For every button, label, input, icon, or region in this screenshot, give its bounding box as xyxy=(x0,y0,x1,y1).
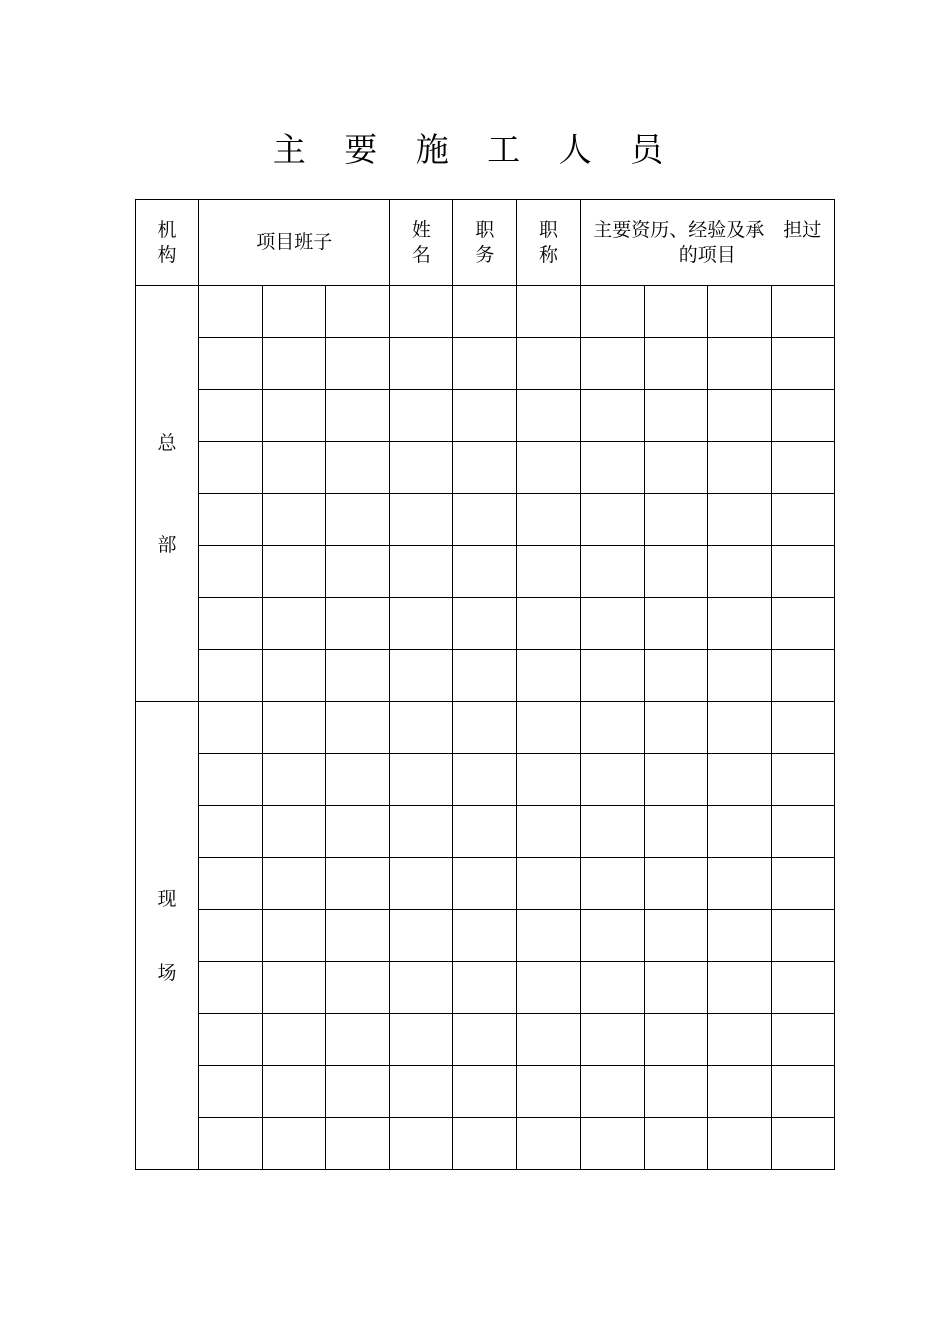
table-cell xyxy=(707,910,771,962)
table-row xyxy=(136,598,835,650)
table-cell xyxy=(326,962,390,1014)
table-row xyxy=(136,858,835,910)
table-row xyxy=(136,754,835,806)
table-cell xyxy=(771,390,834,442)
table-cell xyxy=(453,598,517,650)
table-cell xyxy=(707,1066,771,1118)
table-cell xyxy=(326,494,390,546)
table-cell xyxy=(644,754,707,806)
table-cell xyxy=(707,1118,771,1170)
table-row xyxy=(136,1118,835,1170)
header-name-label: 姓名 xyxy=(411,218,431,266)
table-row xyxy=(136,910,835,962)
group-label: 现场 xyxy=(157,887,177,984)
table-cell xyxy=(263,858,326,910)
table-cell xyxy=(199,962,263,1014)
table-cell xyxy=(517,286,580,338)
table-cell xyxy=(580,1118,644,1170)
header-title xyxy=(517,200,580,286)
table-row xyxy=(136,650,835,702)
table-cell xyxy=(263,806,326,858)
table-cell xyxy=(644,286,707,338)
table-cell xyxy=(199,910,263,962)
table-cell xyxy=(771,858,834,910)
table-cell xyxy=(390,1066,453,1118)
table-cell xyxy=(771,962,834,1014)
table-cell xyxy=(263,754,326,806)
table-cell xyxy=(390,390,453,442)
table-cell xyxy=(263,702,326,754)
table-cell xyxy=(707,1014,771,1066)
header-team xyxy=(199,200,390,286)
table-cell xyxy=(326,858,390,910)
table-row xyxy=(136,962,835,1014)
table-cell xyxy=(644,650,707,702)
table-cell xyxy=(580,442,644,494)
header-position-label: 职务 xyxy=(475,218,495,266)
table-cell xyxy=(517,1066,580,1118)
table-cell xyxy=(707,442,771,494)
table-cell xyxy=(707,754,771,806)
table-cell xyxy=(263,910,326,962)
table-cell xyxy=(644,910,707,962)
table-cell xyxy=(199,442,263,494)
table-cell xyxy=(390,858,453,910)
table-cell xyxy=(517,910,580,962)
table-cell xyxy=(199,1118,263,1170)
table-cell xyxy=(771,806,834,858)
table-cell xyxy=(390,910,453,962)
header-org-label: 机构 xyxy=(157,218,177,266)
table-cell xyxy=(644,546,707,598)
table-cell xyxy=(263,1118,326,1170)
table-cell xyxy=(199,598,263,650)
table-cell xyxy=(263,286,326,338)
table-cell xyxy=(644,1118,707,1170)
table-cell xyxy=(771,494,834,546)
table-cell xyxy=(707,962,771,1014)
table-cell xyxy=(707,390,771,442)
table-cell xyxy=(771,754,834,806)
table-cell xyxy=(644,702,707,754)
table-cell xyxy=(771,598,834,650)
table-cell xyxy=(517,494,580,546)
table-cell xyxy=(517,442,580,494)
table-cell xyxy=(580,910,644,962)
table-cell xyxy=(707,338,771,390)
table-cell xyxy=(263,598,326,650)
header-org xyxy=(136,200,199,286)
table-cell xyxy=(771,1118,834,1170)
table-cell xyxy=(517,858,580,910)
table-cell xyxy=(326,1118,390,1170)
table-cell xyxy=(453,962,517,1014)
table-cell xyxy=(199,650,263,702)
table-cell xyxy=(517,962,580,1014)
table-cell xyxy=(771,1066,834,1118)
group-label: 总部 xyxy=(157,431,177,556)
table-cell xyxy=(580,1066,644,1118)
table-cell xyxy=(326,806,390,858)
table-cell xyxy=(263,962,326,1014)
table-cell xyxy=(453,546,517,598)
table-row xyxy=(136,546,835,598)
table-cell xyxy=(707,598,771,650)
table-cell xyxy=(263,442,326,494)
table-cell xyxy=(263,390,326,442)
table-cell xyxy=(326,1066,390,1118)
table-cell xyxy=(644,1066,707,1118)
table-cell xyxy=(390,754,453,806)
table-cell xyxy=(199,702,263,754)
table-cell xyxy=(453,1014,517,1066)
table-cell xyxy=(644,442,707,494)
table-cell xyxy=(517,598,580,650)
table-cell xyxy=(326,598,390,650)
table-cell xyxy=(453,1066,517,1118)
table-cell xyxy=(326,286,390,338)
table-cell xyxy=(326,650,390,702)
table-cell xyxy=(390,962,453,1014)
table-cell xyxy=(199,858,263,910)
header-row xyxy=(136,200,835,286)
table-cell xyxy=(263,1066,326,1118)
table-cell xyxy=(580,286,644,338)
table-cell xyxy=(263,650,326,702)
table-cell xyxy=(580,546,644,598)
table-cell xyxy=(580,598,644,650)
table-cell xyxy=(644,962,707,1014)
table-row xyxy=(136,442,835,494)
table-cell xyxy=(263,1014,326,1066)
table-cell xyxy=(390,442,453,494)
table-cell xyxy=(517,650,580,702)
table-cell xyxy=(390,546,453,598)
table-cell xyxy=(326,390,390,442)
header-experience xyxy=(580,200,834,286)
table-row xyxy=(136,338,835,390)
table-cell xyxy=(644,338,707,390)
table-cell xyxy=(771,546,834,598)
table-cell xyxy=(453,910,517,962)
table-cell xyxy=(580,338,644,390)
table-cell xyxy=(707,494,771,546)
table-cell xyxy=(707,806,771,858)
table-cell xyxy=(453,442,517,494)
table-row xyxy=(136,806,835,858)
table-cell xyxy=(644,806,707,858)
table-cell xyxy=(326,546,390,598)
table-cell xyxy=(453,338,517,390)
header-experience-label: 主要资历、经验及承 担过的项目 xyxy=(593,218,822,266)
table-cell xyxy=(326,754,390,806)
group-cell xyxy=(136,286,199,702)
table-cell xyxy=(326,910,390,962)
table-cell xyxy=(644,494,707,546)
table-cell xyxy=(580,754,644,806)
table-cell xyxy=(707,702,771,754)
table-cell xyxy=(580,390,644,442)
table-cell xyxy=(771,702,834,754)
table-cell xyxy=(199,546,263,598)
table-cell xyxy=(390,702,453,754)
table-cell xyxy=(517,806,580,858)
header-position xyxy=(453,200,517,286)
table-cell xyxy=(199,1066,263,1118)
table-cell xyxy=(771,650,834,702)
table-cell xyxy=(453,858,517,910)
table-cell xyxy=(390,806,453,858)
table-cell xyxy=(771,338,834,390)
table-cell xyxy=(771,910,834,962)
table-cell xyxy=(517,390,580,442)
table-cell xyxy=(644,598,707,650)
table-cell xyxy=(326,702,390,754)
table-cell xyxy=(771,442,834,494)
table-cell xyxy=(263,338,326,390)
table-cell xyxy=(580,702,644,754)
table-cell xyxy=(326,338,390,390)
table-cell xyxy=(199,754,263,806)
table-cell xyxy=(453,494,517,546)
table-cell xyxy=(263,546,326,598)
table-cell xyxy=(644,390,707,442)
table-cell xyxy=(517,338,580,390)
table-cell xyxy=(199,338,263,390)
staff-table xyxy=(135,199,835,1170)
table-cell xyxy=(390,338,453,390)
table-cell xyxy=(390,286,453,338)
table-cell xyxy=(517,1014,580,1066)
table-cell xyxy=(263,494,326,546)
table-cell xyxy=(326,442,390,494)
table-cell xyxy=(517,1118,580,1170)
table-cell xyxy=(390,1118,453,1170)
table-cell xyxy=(517,702,580,754)
table-cell xyxy=(199,494,263,546)
table-cell xyxy=(580,494,644,546)
table-cell xyxy=(199,1014,263,1066)
table-row xyxy=(136,1014,835,1066)
table-row xyxy=(136,702,835,754)
table-cell xyxy=(517,546,580,598)
table-cell xyxy=(707,650,771,702)
table-cell xyxy=(453,286,517,338)
table-cell xyxy=(517,754,580,806)
table-cell xyxy=(580,1014,644,1066)
table-cell xyxy=(390,494,453,546)
table-cell xyxy=(580,858,644,910)
table-cell xyxy=(453,754,517,806)
table-cell xyxy=(199,806,263,858)
table-cell xyxy=(390,1014,453,1066)
header-name xyxy=(390,200,453,286)
table-cell xyxy=(453,806,517,858)
table-cell xyxy=(580,650,644,702)
table-cell xyxy=(199,286,263,338)
table-cell xyxy=(453,702,517,754)
table-cell xyxy=(771,286,834,338)
table-cell xyxy=(707,546,771,598)
table-cell xyxy=(707,286,771,338)
table-cell xyxy=(326,1014,390,1066)
table-cell xyxy=(580,962,644,1014)
table-row xyxy=(136,1066,835,1118)
table-row xyxy=(136,286,835,338)
group-cell xyxy=(136,702,199,1170)
table-cell xyxy=(644,858,707,910)
table-row xyxy=(136,390,835,442)
table-cell xyxy=(390,650,453,702)
table-cell xyxy=(453,650,517,702)
table-row xyxy=(136,494,835,546)
table-cell xyxy=(644,1014,707,1066)
table-cell xyxy=(390,598,453,650)
table-cell xyxy=(453,1118,517,1170)
header-team-label: 项目班子 xyxy=(256,231,333,253)
page-title: 主 要 施 工 人 员 xyxy=(272,130,678,169)
table-cell xyxy=(199,390,263,442)
table-cell xyxy=(453,390,517,442)
header-title-label: 职称 xyxy=(539,218,559,266)
table-cell xyxy=(580,806,644,858)
table-cell xyxy=(707,858,771,910)
table-cell xyxy=(771,1014,834,1066)
